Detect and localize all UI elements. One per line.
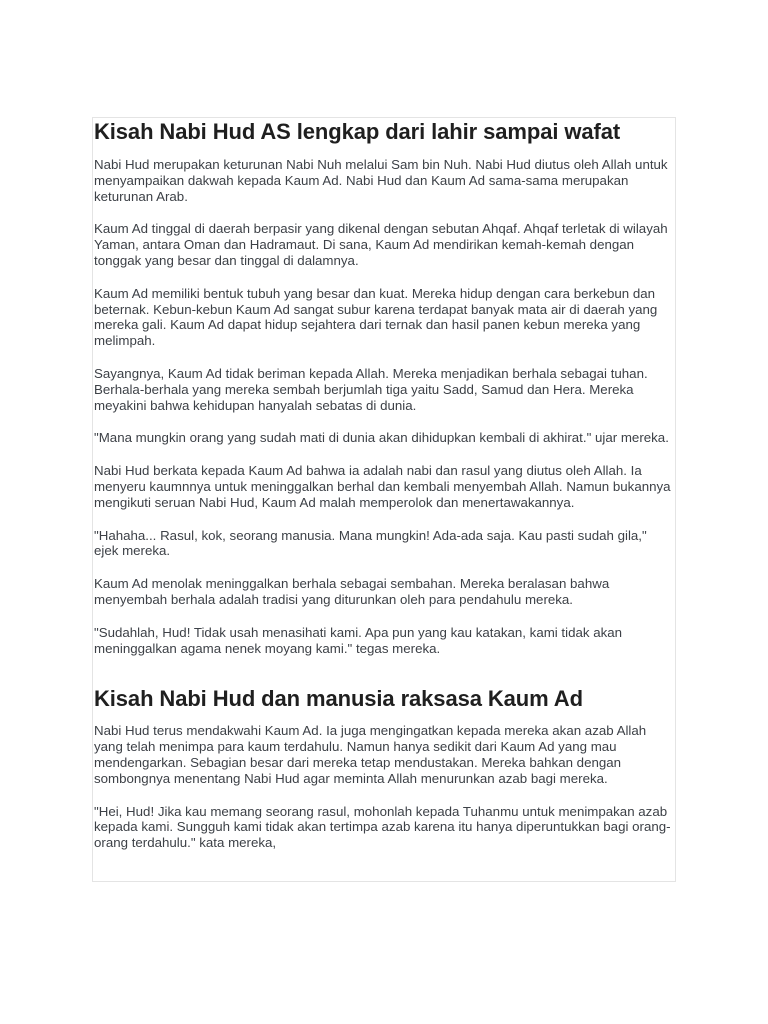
paragraph: "Hei, Hud! Jika kau memang seorang rasul, mohonlah kepada Tuhanmu untuk menimpakan azab kepada kami. Sungguh kami tidak akan tertimpa azab karena itu hanya diperuntukkan bagi orang-orang terdahulu." kata mereka, xyxy=(94,803,671,851)
paragraph: Sayangnya, Kaum Ad tidak beriman kepada Allah. Mereka menjadikan berhala sebagai tuhan. Berhala-berhala yang mereka sembah berjumlah tiga yaitu Sadd, Samud dan Hera. Mereka meyakini bahwa kehidupan hanyalah sebatas di dunia. xyxy=(94,365,648,413)
paragraph: Kaum Ad memiliki bentuk tubuh yang besar dan kuat. Mereka hidup dengan cara berkebun dan beternak. Kebun-kebun Kaum Ad sangat subur karena terdapat banyak mata air di daerah yang mereka gali. Kaum Ad dapat hidup sejahtera dari ternak dan hasil panen kebun mereka yang melimpah. xyxy=(94,285,658,349)
paragraph: Nabi Hud berkata kepada Kaum Ad bahwa ia adalah nabi dan rasul yang diutus oleh Allah. Ia menyeru kaumnnya untuk meninggalkan berhal dan kembali menyembah Allah. Namun bukannya mengikuti seruan Nabi Hud, Kaum Ad malah memperolok dan menertawakannya. xyxy=(94,463,671,510)
document-page xyxy=(92,117,676,882)
paragraph: Kaum Ad menolak meninggalkan berhala sebagai sembahan. Mereka beralasan bahwa menyembah berhala adalah tradisi yang diturunkan oleh para pendahulu mereka. xyxy=(94,576,610,607)
paragraph: Kaum Ad tinggal di daerah berpasir yang dikenal dengan sebutan Ahqaf. Ahqaf terletak di wilayah Yaman, antara Oman dan Hadramaut. Di sana, Kaum Ad mendirikan kemah-kemah dengan tonggak yang besar dan tinggal di dalamnya. xyxy=(94,221,668,268)
paragraph: Nabi Hud merupakan keturunan Nabi Nuh melalui Sam bin Nuh. Nabi Hud diutus oleh Allah untuk menyampaikan dakwah kepada Kaum Ad. Nabi Hud dan Kaum Ad sama-sama merupakan keturunan Arab. xyxy=(94,157,668,204)
section-title: Kisah Nabi Hud AS lengkap dari lahir sampai wafat xyxy=(94,119,621,144)
paragraph: Nabi Hud terus mendakwahi Kaum Ad. Ia juga mengingatkan kepada mereka akan azab Allah yang telah menimpa para kaum terdahulu. Namun hanya sedikit dari Kaum Ad yang mau mendengarkan. Sebagian besar dari mereka tetap mendustakan. Mereka bahkan dengan sombongnya menentang Nabi Hud agar meminta Allah menurunkan azab bagi mereka. xyxy=(94,723,647,786)
section-title: Kisah Nabi Hud dan manusia raksasa Kaum Ad xyxy=(94,686,583,712)
paragraph: "Hahaha... Rasul, kok, seorang manusia. Mana mungkin! Ada-ada saja. Kau pasti sudah gila," ejek mereka. xyxy=(94,527,647,559)
paragraph: "Mana mungkin orang yang sudah mati di dunia akan dihidupkan kembali di akhirat." ujar mereka. xyxy=(94,430,669,446)
paragraph: "Sudahlah, Hud! Tidak usah menasihati kami. Apa pun yang kau katakan, kami tidak akan meninggalkan agama nenek moyang kami." tegas mereka. xyxy=(94,624,623,656)
